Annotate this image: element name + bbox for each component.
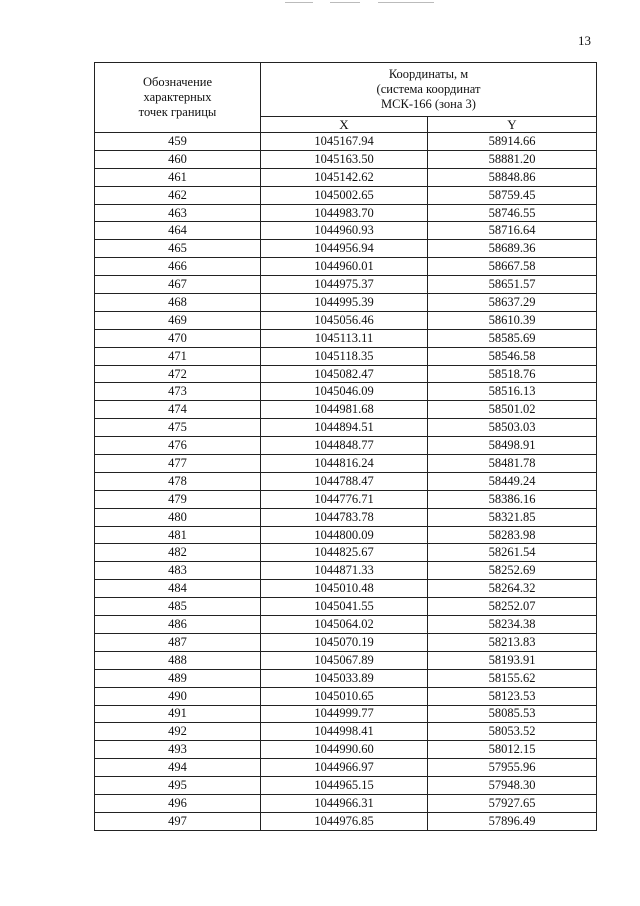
point-number-cell: 486 — [95, 616, 261, 634]
y-coordinate-cell: 58503.03 — [428, 419, 597, 437]
point-number-cell: 496 — [95, 794, 261, 812]
y-coordinate-cell: 58386.16 — [428, 490, 597, 508]
table-row — [95, 240, 597, 258]
point-number-cell: 460 — [95, 150, 261, 168]
header-coordinates — [261, 63, 597, 117]
table-row — [95, 455, 597, 473]
y-coordinate-cell: 58746.55 — [428, 204, 597, 222]
y-coordinate-cell: 58123.53 — [428, 687, 597, 705]
x-coordinate-cell: 1044788.47 — [261, 472, 428, 490]
table-row — [95, 276, 597, 294]
top-rule-middle — [330, 2, 360, 3]
header-coordinates-line: МСК-166 (зона 3) — [381, 96, 476, 111]
header-x: X — [261, 116, 428, 132]
x-coordinate-cell: 1044825.67 — [261, 544, 428, 562]
x-coordinate-cell: 1044783.78 — [261, 508, 428, 526]
y-coordinate-cell: 58848.86 — [428, 168, 597, 186]
header-designation-line: Обозначение — [142, 75, 213, 89]
table-row — [95, 311, 597, 329]
table-row — [95, 204, 597, 222]
table-row — [95, 616, 597, 634]
x-coordinate-cell: 1044976.85 — [261, 812, 428, 830]
y-coordinate-cell: 58546.58 — [428, 347, 597, 365]
point-number-cell: 468 — [95, 294, 261, 312]
y-coordinate-cell: 58518.76 — [428, 365, 597, 383]
point-number-cell: 477 — [95, 455, 261, 473]
point-number-cell: 481 — [95, 526, 261, 544]
table-row — [95, 258, 597, 276]
coordinates-table — [94, 62, 597, 831]
table-row — [95, 329, 597, 347]
x-coordinate-cell: 1044983.70 — [261, 204, 428, 222]
y-coordinate-cell: 58498.91 — [428, 437, 597, 455]
y-coordinate-cell: 58321.85 — [428, 508, 597, 526]
point-number-cell: 463 — [95, 204, 261, 222]
x-coordinate-cell: 1044848.77 — [261, 437, 428, 455]
header-coordinates-line: Координаты, м — [388, 66, 469, 81]
table-row — [95, 759, 597, 777]
point-number-cell: 482 — [95, 544, 261, 562]
y-coordinate-cell: 58193.91 — [428, 651, 597, 669]
y-coordinate-cell: 58012.15 — [428, 741, 597, 759]
y-coordinate-cell: 57948.30 — [428, 777, 597, 795]
point-number-cell: 490 — [95, 687, 261, 705]
table-row — [95, 133, 597, 151]
y-coordinate-cell: 58155.62 — [428, 669, 597, 687]
table-row — [95, 365, 597, 383]
x-coordinate-cell: 1044999.77 — [261, 705, 428, 723]
point-number-cell: 487 — [95, 633, 261, 651]
point-number-cell: 495 — [95, 777, 261, 795]
point-number-cell: 480 — [95, 508, 261, 526]
x-coordinate-cell: 1045067.89 — [261, 651, 428, 669]
x-coordinate-cell: 1044965.15 — [261, 777, 428, 795]
point-number-cell: 497 — [95, 812, 261, 830]
point-number-cell: 464 — [95, 222, 261, 240]
x-coordinate-cell: 1045118.35 — [261, 347, 428, 365]
point-number-cell: 479 — [95, 490, 261, 508]
table-row — [95, 562, 597, 580]
x-coordinate-cell: 1045142.62 — [261, 168, 428, 186]
x-coordinate-cell: 1044800.09 — [261, 526, 428, 544]
y-coordinate-cell: 58213.83 — [428, 633, 597, 651]
header-designation-line: характерных — [143, 90, 212, 104]
x-coordinate-cell: 1044960.93 — [261, 222, 428, 240]
x-coordinate-cell: 1045056.46 — [261, 311, 428, 329]
x-coordinate-cell: 1045041.55 — [261, 598, 428, 616]
y-coordinate-cell: 58610.39 — [428, 311, 597, 329]
y-coordinate-cell: 58053.52 — [428, 723, 597, 741]
y-coordinate-cell: 58261.54 — [428, 544, 597, 562]
point-number-cell: 491 — [95, 705, 261, 723]
point-number-cell: 461 — [95, 168, 261, 186]
table-row — [95, 401, 597, 419]
x-coordinate-cell: 1045002.65 — [261, 186, 428, 204]
table-row — [95, 437, 597, 455]
table-row — [95, 544, 597, 562]
table-row — [95, 472, 597, 490]
point-number-cell: 470 — [95, 329, 261, 347]
x-coordinate-cell: 1044966.97 — [261, 759, 428, 777]
point-number-cell: 466 — [95, 258, 261, 276]
x-coordinate-cell: 1044894.51 — [261, 419, 428, 437]
y-coordinate-cell: 58283.98 — [428, 526, 597, 544]
table-row — [95, 723, 597, 741]
y-coordinate-cell: 58252.07 — [428, 598, 597, 616]
header-coordinates-line: (система координат — [376, 81, 481, 96]
x-coordinate-cell: 1045070.19 — [261, 633, 428, 651]
table-row — [95, 347, 597, 365]
point-number-cell: 467 — [95, 276, 261, 294]
point-number-cell: 469 — [95, 311, 261, 329]
point-number-cell: 459 — [95, 133, 261, 151]
y-coordinate-cell: 57927.65 — [428, 794, 597, 812]
y-coordinate-cell: 58716.64 — [428, 222, 597, 240]
x-coordinate-cell: 1044995.39 — [261, 294, 428, 312]
table-body — [95, 133, 597, 831]
table-row — [95, 794, 597, 812]
y-coordinate-cell: 58667.58 — [428, 258, 597, 276]
y-coordinate-cell: 57896.49 — [428, 812, 597, 830]
point-number-cell: 471 — [95, 347, 261, 365]
x-coordinate-cell: 1044966.31 — [261, 794, 428, 812]
table-row — [95, 383, 597, 401]
table-row — [95, 687, 597, 705]
table-row — [95, 580, 597, 598]
table-row — [95, 705, 597, 723]
x-coordinate-cell: 1045046.09 — [261, 383, 428, 401]
x-coordinate-cell: 1045163.50 — [261, 150, 428, 168]
x-coordinate-cell: 1044998.41 — [261, 723, 428, 741]
x-coordinate-cell: 1045033.89 — [261, 669, 428, 687]
y-coordinate-cell: 58689.36 — [428, 240, 597, 258]
y-coordinate-cell: 58651.57 — [428, 276, 597, 294]
x-coordinate-cell: 1044816.24 — [261, 455, 428, 473]
point-number-cell: 474 — [95, 401, 261, 419]
header-designation — [95, 63, 261, 133]
point-number-cell: 489 — [95, 669, 261, 687]
x-coordinate-cell: 1045113.11 — [261, 329, 428, 347]
y-coordinate-cell: 58881.20 — [428, 150, 597, 168]
y-coordinate-cell: 58264.32 — [428, 580, 597, 598]
table-row — [95, 741, 597, 759]
point-number-cell: 462 — [95, 186, 261, 204]
table-row — [95, 633, 597, 651]
table-row — [95, 168, 597, 186]
y-coordinate-cell: 58585.69 — [428, 329, 597, 347]
table-row — [95, 186, 597, 204]
x-coordinate-cell: 1045064.02 — [261, 616, 428, 634]
header-y: Y — [428, 116, 597, 132]
table-header — [95, 63, 597, 133]
y-coordinate-cell: 58516.13 — [428, 383, 597, 401]
y-coordinate-cell: 58449.24 — [428, 472, 597, 490]
table-row — [95, 812, 597, 830]
point-number-cell: 478 — [95, 472, 261, 490]
table-row — [95, 651, 597, 669]
table-row — [95, 490, 597, 508]
x-coordinate-cell: 1044871.33 — [261, 562, 428, 580]
point-number-cell: 473 — [95, 383, 261, 401]
top-rule-left — [285, 2, 313, 3]
point-number-cell: 488 — [95, 651, 261, 669]
table-row — [95, 150, 597, 168]
point-number-cell: 472 — [95, 365, 261, 383]
y-coordinate-cell: 58759.45 — [428, 186, 597, 204]
x-coordinate-cell: 1044776.71 — [261, 490, 428, 508]
point-number-cell: 485 — [95, 598, 261, 616]
x-coordinate-cell: 1044956.94 — [261, 240, 428, 258]
table-row — [95, 508, 597, 526]
y-coordinate-cell: 57955.96 — [428, 759, 597, 777]
point-number-cell: 492 — [95, 723, 261, 741]
point-number-cell: 465 — [95, 240, 261, 258]
point-number-cell: 493 — [95, 741, 261, 759]
x-coordinate-cell: 1045082.47 — [261, 365, 428, 383]
y-coordinate-cell: 58481.78 — [428, 455, 597, 473]
point-number-cell: 476 — [95, 437, 261, 455]
x-coordinate-cell: 1045010.48 — [261, 580, 428, 598]
point-number-cell: 494 — [95, 759, 261, 777]
point-number-cell: 475 — [95, 419, 261, 437]
page-number: 13 — [578, 33, 591, 48]
x-coordinate-cell: 1045010.65 — [261, 687, 428, 705]
y-coordinate-cell: 58085.53 — [428, 705, 597, 723]
y-coordinate-cell: 58637.29 — [428, 294, 597, 312]
y-coordinate-cell: 58501.02 — [428, 401, 597, 419]
x-coordinate-cell: 1045167.94 — [261, 133, 428, 151]
table-row — [95, 598, 597, 616]
table-row — [95, 777, 597, 795]
x-coordinate-cell: 1044975.37 — [261, 276, 428, 294]
x-coordinate-cell: 1044960.01 — [261, 258, 428, 276]
table-row — [95, 222, 597, 240]
x-coordinate-cell: 1044981.68 — [261, 401, 428, 419]
top-rule-right — [378, 2, 434, 3]
y-coordinate-cell: 58914.66 — [428, 133, 597, 151]
point-number-cell: 484 — [95, 580, 261, 598]
y-coordinate-cell: 58252.69 — [428, 562, 597, 580]
header-designation-line: точек границы — [138, 105, 217, 119]
point-number-cell: 483 — [95, 562, 261, 580]
table-row — [95, 526, 597, 544]
table-row — [95, 419, 597, 437]
y-coordinate-cell: 58234.38 — [428, 616, 597, 634]
table-row — [95, 294, 597, 312]
x-coordinate-cell: 1044990.60 — [261, 741, 428, 759]
table-row — [95, 669, 597, 687]
